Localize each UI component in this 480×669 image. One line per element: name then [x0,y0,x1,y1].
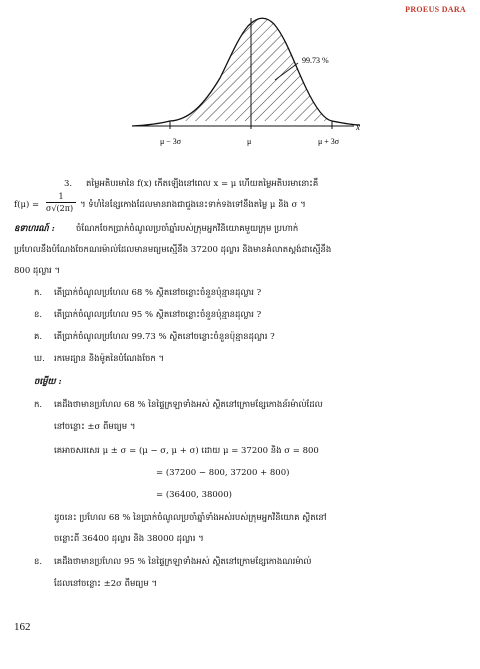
solution-a-line-2: នៅចន្លោះ ±σ ពីមធ្យម ។ [54,422,136,432]
solution-b-line-2: ដែលនៅចន្លោះ ±2σ ពីមធ្យម ។ [54,579,158,589]
question-text-b: តើប្រាក់ចំណូលប្រហែល 95 % ស្ថិតនៅចន្លោះចំនួនប៉ុន្មានដុល្លារ ? [54,310,262,320]
item3-line1: តម្លៃអតិបរមានៃ f(x) កើតឡើងនៅពេល x = μ ហើយតម្លៃអតិបរមានោះគឺ [86,179,319,189]
solution-eq-1: គេអាចសរសេរ μ ± σ = (μ − σ, μ + σ) ដោយ μ = 37200 និង σ = 800 [54,446,319,456]
question-text-d: រកមេដ្យាន និងម៉ូតនៃបំណែងចែក ។ [54,354,165,364]
solution-label: ចម្លើយ : [34,377,62,387]
question-num-a: ក. [34,288,43,298]
question-num-b: ខ. [34,310,43,320]
solution-a-num: ក. [34,400,43,410]
example-text-2: ប្រហែលនឹងបំណែងចែកណរម៉ាល់ដែលមានមធ្យមស្មើនឹង 37200 ដុល្លារ និងមានគំលាតស្តង់ដាស្មើនឹង [14,245,332,255]
item3-line2: ។ ទំហំនៃខ្សែកោងដែលមានរាងជាជួងនេះទាក់ទងទៅនឹងតម្លៃ μ និង σ ។ [80,200,306,210]
normal-curve-figure [130,8,370,168]
example-text-1: ចំណែកចែកប្រាក់ចំណូលប្រចាំឆ្នាំរបស់ក្រុមអ្នកវិនិយោគមួយក្រុម ប្រហាក់ [76,224,299,234]
page-number: 162 [14,621,31,633]
tick-label-left: μ − 3σ [160,137,182,146]
area-label: 99.73 % [302,56,329,65]
solution-conclusion-1: ដូចនេះ ប្រហែល 68 % នៃប្រាក់ចំណូលប្រចាំឆ្នាំទាំងអស់របស់ក្រុមអ្នកវិនិយោគ ស្ថិតនៅ [54,513,327,523]
example-text-3: 800 ដុល្លារ ។ [14,266,61,276]
item3-number: 3. [64,179,73,189]
tick-label-mean: μ [247,137,252,146]
solution-b-line-1: គេដឹងថាមានប្រហែល 95 % នៃផ្ទៃក្រឡាទាំងអស់ ស្ថិតនៅក្រោមខ្សែកោងណរម៉ាល់ [54,557,312,567]
solution-a-line-1: គេដឹងថាមានប្រហែល 68 % នៃផ្ទៃក្រឡាទាំងអស់ ស្ថិតនៅក្រោមខ្សែកោងន័រម៉ាល់ដែល [54,400,323,410]
formula-denominator: σ√(2π) [46,204,74,213]
axis-label-x: x [356,122,360,132]
formula-numerator: 1 [58,192,64,201]
solution-conclusion-2: ចន្លោះពី 36400 ដុល្លារ និង 38000 ដុល្លារ ។ [54,534,204,544]
running-header: PROEUS DARA [405,5,466,14]
example-label: ឧទាហរណ៍ : [14,224,55,234]
tick-label-right: μ + 3σ [318,137,340,146]
formula-lhs: f(μ) = [14,200,40,210]
solution-eq-2: = (37200 − 800, 37200 + 800) [156,468,290,478]
formula-fraction-bar [46,202,76,203]
question-text-c: តើប្រាក់ចំណូលប្រហែល 99.73 % ស្ថិតនៅចន្លោះចំនួនប៉ុន្មានដុល្លារ ? [54,332,275,342]
question-num-c: គ. [34,332,43,342]
solution-b-num: ខ. [34,557,43,567]
question-text-a: តើប្រាក់ចំណូលប្រហែល 68 % ស្ថិតនៅចន្លោះចំនួនប៉ុន្មានដុល្លារ ? [54,288,262,298]
solution-eq-3: = (36400, 38000) [156,490,232,500]
question-num-d: ឃ. [34,354,45,364]
